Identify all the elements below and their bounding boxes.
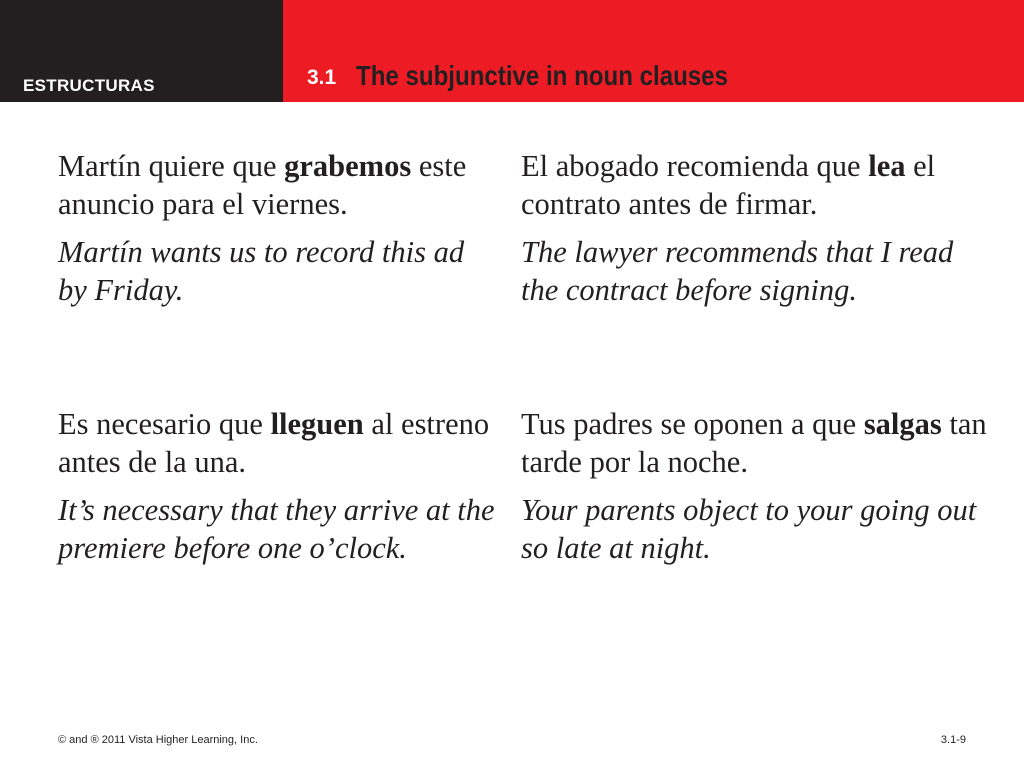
section-label: ESTRUCTURAS <box>23 76 155 95</box>
sentence-start: El abogado recomienda que <box>521 149 869 183</box>
english-translation: The lawyer recommends that I read the contract before signing. <box>521 235 954 307</box>
english-translation: Martín wants us to record this ad by Friday. <box>58 235 465 307</box>
sentence-end: el contrato antes de firmar. <box>521 149 936 221</box>
english-translation: It’s necessary that they arrive at the premiere before one o’clock. <box>58 493 495 565</box>
header-left-panel <box>0 0 283 102</box>
example-3 <box>58 405 498 567</box>
sentence-end: este anuncio para el viernes. <box>58 149 467 221</box>
sentence-start: Martín quiere que <box>58 149 285 183</box>
spanish-sentence <box>521 147 991 223</box>
sentence-end: tan tarde por la noche. <box>521 407 987 479</box>
subjunctive-verb: grabemos <box>284 149 412 183</box>
slide-number: 3.1-9 <box>940 734 966 746</box>
sentence-start: Es necesario que <box>58 407 271 441</box>
example-1 <box>58 147 498 309</box>
slide-title: The subjunctive in noun clauses <box>356 60 728 91</box>
example-2 <box>521 147 991 309</box>
sentence-start: Tus padres se oponen a que <box>521 407 864 441</box>
spanish-sentence <box>521 405 991 481</box>
spanish-sentence <box>58 147 498 223</box>
copyright-notice: © and ® 2011 Vista Higher Learning, Inc. <box>58 734 258 746</box>
section-number: 3.1 <box>307 66 337 89</box>
english-translation: Your parents object to your going out so late at night. <box>521 493 977 565</box>
spanish-sentence <box>58 405 498 481</box>
subjunctive-verb: salgas <box>863 407 942 441</box>
example-4 <box>521 405 991 567</box>
subjunctive-verb: lea <box>868 149 906 183</box>
subjunctive-verb: lleguen <box>270 407 364 441</box>
sentence-end: al estreno antes de la una. <box>58 407 490 479</box>
